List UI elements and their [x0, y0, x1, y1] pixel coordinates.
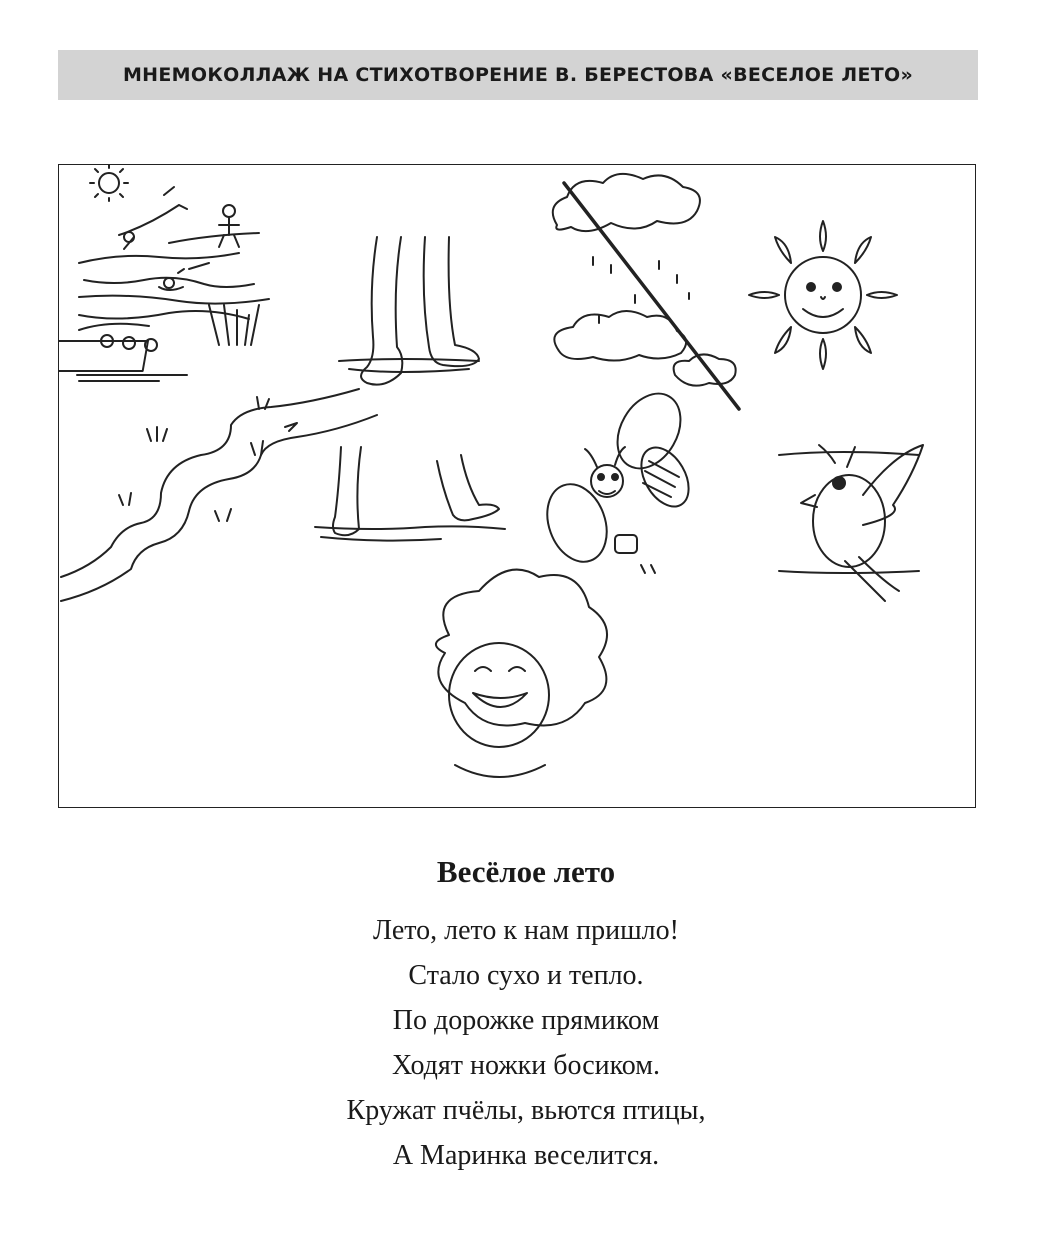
- poem-line: Ходят ножки босиком.: [392, 1050, 660, 1081]
- poem: [0, 852, 1052, 1178]
- bee-icon: [537, 382, 698, 573]
- header-title: МНЕМОКОЛЛАЖ НА СТИХОТВОРЕНИЕ В. БЕРЕСТОВА «ВЕСЕЛОЕ ЛЕТО»: [122, 64, 914, 86]
- bird-icon: [779, 445, 923, 601]
- header-bar: [58, 50, 978, 100]
- winding-path-icon: [61, 389, 377, 601]
- poem-line: Лето, лето к нам пришло!: [373, 915, 679, 946]
- mnemo-collage: [58, 164, 976, 808]
- smiling-sun-icon: [749, 221, 897, 369]
- poem-line: Кружат пчёлы, вьются птицы,: [346, 1095, 706, 1126]
- poem-line: А Маринка веселится.: [392, 1140, 660, 1171]
- beach-scene-icon: [59, 165, 269, 381]
- crossed-out-rain-cloud-icon: [553, 174, 739, 409]
- poem-line: Стало сухо и тепло.: [408, 960, 644, 991]
- poem-title: Весёлое лето: [436, 854, 616, 889]
- walking-feet-icon: [315, 447, 505, 541]
- poem-line: По дорожке прямиком: [392, 1005, 660, 1036]
- laughing-girl-icon: [436, 570, 607, 777]
- bare-legs-icon: [339, 237, 479, 385]
